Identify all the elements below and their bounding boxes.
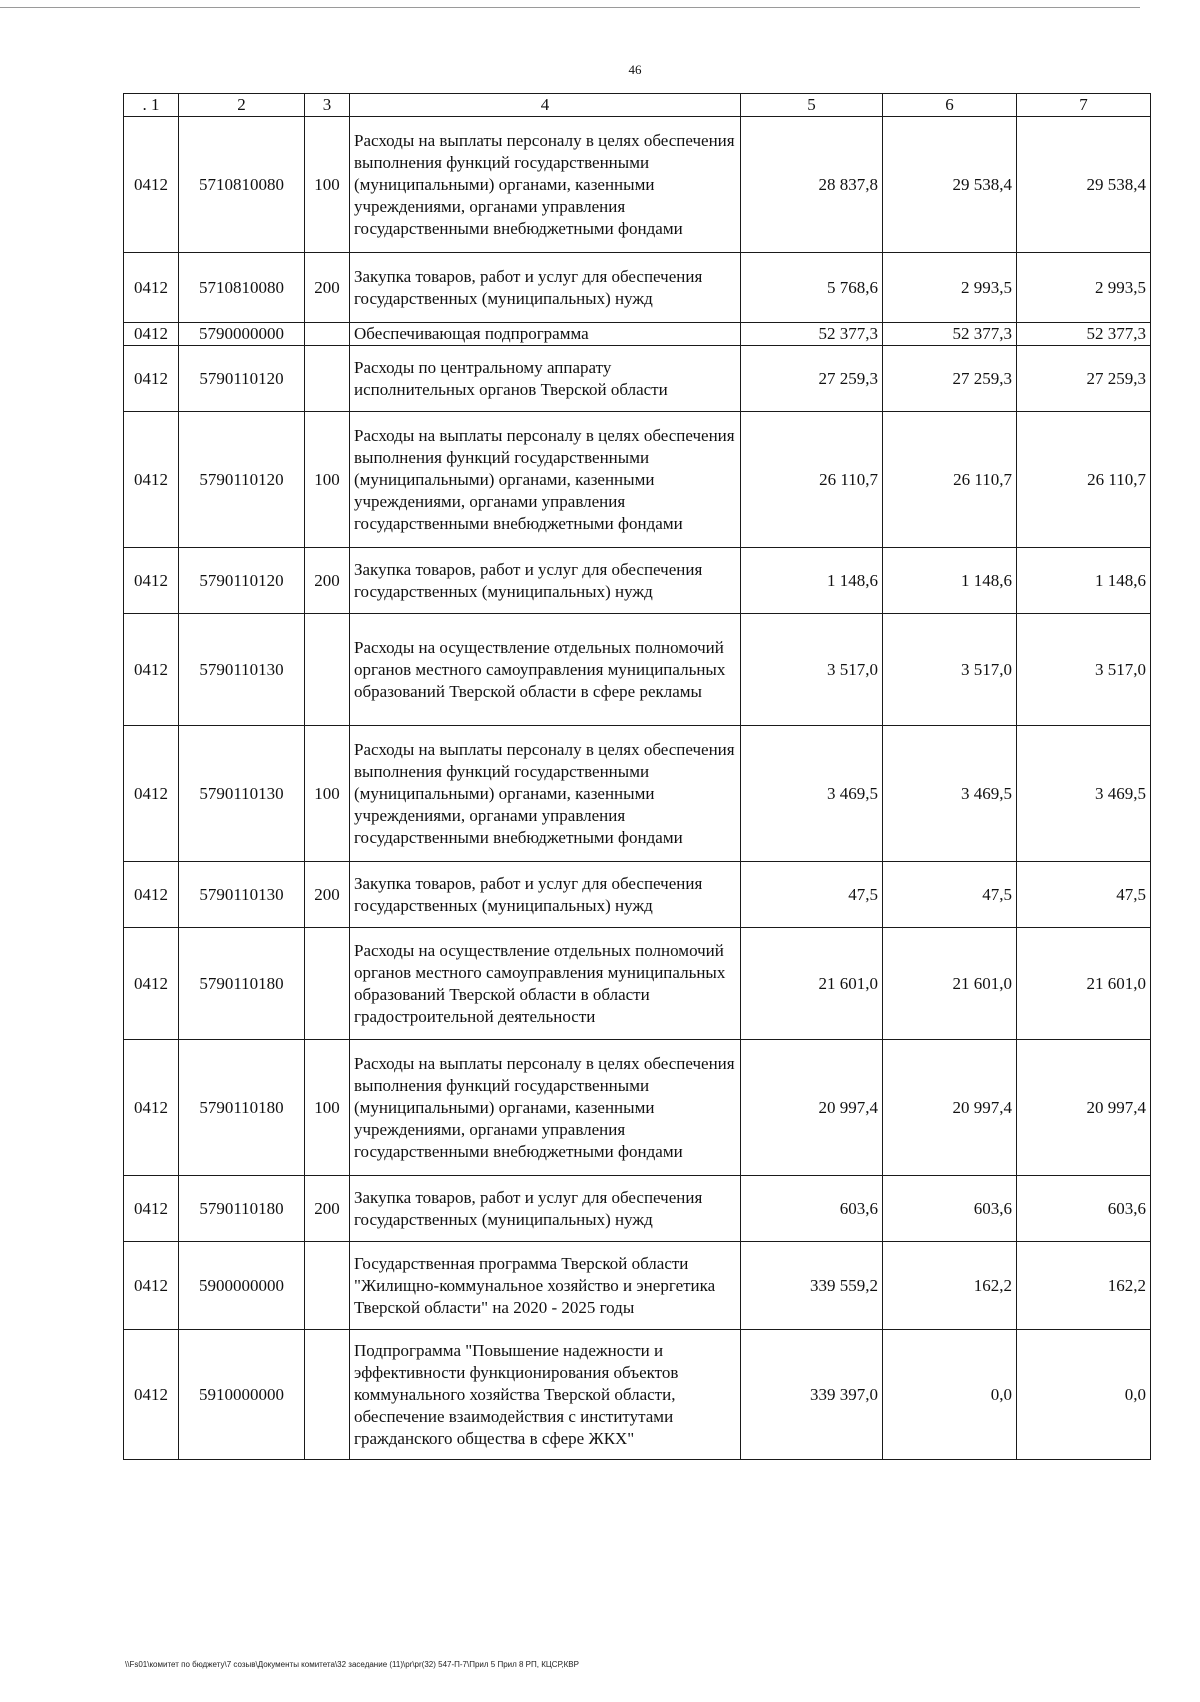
cell-name: Расходы по центральному аппарату исполнительных органов Тверской области [350,346,741,412]
cell-target-article: 5790110120 [179,548,305,614]
cell-target-article: 5790110130 [179,614,305,726]
cell-expense-type: 100 [305,1040,350,1176]
cell-amount-5: 27 259,3 [741,346,883,412]
cell-amount-6: 21 601,0 [883,928,1017,1040]
cell-section: 0412 [124,253,179,323]
header-cell-7: 7 [1017,94,1151,117]
header-cell-5: 5 [741,94,883,117]
cell-target-article: 5790110180 [179,1176,305,1242]
page-number: 46 [628,62,642,77]
cell-name: Закупка товаров, работ и услуг для обеспечения государственных (муниципальных) нужд [350,253,741,323]
cell-section: 0412 [124,726,179,862]
cell-amount-7: 47,5 [1017,862,1151,928]
table-row [124,726,1151,862]
cell-amount-6: 20 997,4 [883,1040,1017,1176]
cell-section: 0412 [124,928,179,1040]
cell-expense-type: 100 [305,412,350,548]
cell-amount-6: 3 469,5 [883,726,1017,862]
cell-expense-type [305,1330,350,1460]
cell-amount-6: 52 377,3 [883,323,1017,346]
cell-amount-5: 5 768,6 [741,253,883,323]
cell-section: 0412 [124,862,179,928]
cell-section: 0412 [124,323,179,346]
cell-amount-6: 26 110,7 [883,412,1017,548]
cell-amount-5: 3 469,5 [741,726,883,862]
cell-section: 0412 [124,1242,179,1330]
cell-amount-7: 603,6 [1017,1176,1151,1242]
cell-amount-5: 26 110,7 [741,412,883,548]
top-rule [0,7,1140,8]
cell-amount-5: 52 377,3 [741,323,883,346]
table-row [124,1330,1151,1460]
cell-name: Закупка товаров, работ и услуг для обеспечения государственных (муниципальных) нужд [350,1176,741,1242]
cell-amount-5: 3 517,0 [741,614,883,726]
header-row [124,94,1151,117]
cell-name: Закупка товаров, работ и услуг для обеспечения государственных (муниципальных) нужд [350,862,741,928]
header-cell-2: 2 [179,94,305,117]
cell-amount-5: 21 601,0 [741,928,883,1040]
header-cell-3: 3 [305,94,350,117]
cell-name: Обеспечивающая подпрограмма [350,323,741,346]
cell-amount-7: 27 259,3 [1017,346,1151,412]
cell-target-article: 5710810080 [179,117,305,253]
cell-amount-7: 0,0 [1017,1330,1151,1460]
cell-name: Расходы на осуществление отдельных полномочий органов местного самоуправления муниципальных образований Тверской области в области градостроительной деятельности [350,928,741,1040]
cell-target-article: 5900000000 [179,1242,305,1330]
table-row [124,412,1151,548]
cell-target-article: 5790000000 [179,323,305,346]
cell-amount-6: 0,0 [883,1330,1017,1460]
cell-target-article: 5790110120 [179,412,305,548]
cell-section: 0412 [124,117,179,253]
cell-expense-type: 200 [305,862,350,928]
cell-name: Расходы на выплаты персоналу в целях обеспечения выполнения функций государственными (муниципальными) органами, казенными учреждениями, органами управления государственными внебюджетными фондами [350,412,741,548]
cell-amount-6: 2 993,5 [883,253,1017,323]
table-row [124,862,1151,928]
cell-amount-6: 3 517,0 [883,614,1017,726]
cell-section: 0412 [124,1040,179,1176]
cell-amount-6: 47,5 [883,862,1017,928]
cell-section: 0412 [124,412,179,548]
cell-amount-7: 26 110,7 [1017,412,1151,548]
cell-name: Подпрограмма "Повышение надежности и эффективности функционирования объектов коммунального хозяйства Тверской области, обеспечение взаимодействия с институтами гражданского общества в сфере ЖКХ" [350,1330,741,1460]
cell-amount-5: 20 997,4 [741,1040,883,1176]
cell-amount-5: 339 397,0 [741,1330,883,1460]
cell-amount-6: 603,6 [883,1176,1017,1242]
cell-expense-type: 200 [305,1176,350,1242]
cell-amount-7: 20 997,4 [1017,1040,1151,1176]
cell-amount-5: 28 837,8 [741,117,883,253]
cell-amount-5: 603,6 [741,1176,883,1242]
table-row [124,346,1151,412]
cell-target-article: 5790110130 [179,726,305,862]
cell-expense-type [305,323,350,346]
table-row [124,548,1151,614]
cell-expense-type: 100 [305,117,350,253]
cell-section: 0412 [124,346,179,412]
cell-expense-type [305,1242,350,1330]
table-row [124,323,1151,346]
table-row [124,928,1151,1040]
footer-file-path: \\Fs01\комитет по бюджету\7 созыв\Документы комитета\32 заседание (11)\pr\pr(32) 547-П-7\Прил 5 Прил 8 РП, КЦСР,КВР [125,1660,579,1669]
cell-target-article: 5790110120 [179,346,305,412]
cell-amount-5: 339 559,2 [741,1242,883,1330]
table-row [124,117,1151,253]
cell-amount-7: 52 377,3 [1017,323,1151,346]
cell-amount-7: 2 993,5 [1017,253,1151,323]
cell-amount-6: 29 538,4 [883,117,1017,253]
cell-target-article: 5790110180 [179,1040,305,1176]
cell-expense-type: 200 [305,253,350,323]
cell-amount-7: 21 601,0 [1017,928,1151,1040]
header-cell-6: 6 [883,94,1017,117]
cell-amount-7: 1 148,6 [1017,548,1151,614]
cell-name: Закупка товаров, работ и услуг для обеспечения государственных (муниципальных) нужд [350,548,741,614]
cell-target-article: 5790110180 [179,928,305,1040]
cell-amount-7: 3 469,5 [1017,726,1151,862]
cell-amount-6: 1 148,6 [883,548,1017,614]
table-row [124,1040,1151,1176]
header-cell-4: 4 [350,94,741,117]
cell-name: Расходы на выплаты персоналу в целях обеспечения выполнения функций государственными (муниципальными) органами, казенными учреждениями, органами управления государственными внебюджетными фондами [350,726,741,862]
cell-name: Государственная программа Тверской области "Жилищно-коммунальное хозяйство и энергетика Тверской области" на 2020 - 2025 годы [350,1242,741,1330]
cell-amount-7: 29 538,4 [1017,117,1151,253]
cell-target-article: 5910000000 [179,1330,305,1460]
cell-section: 0412 [124,1330,179,1460]
cell-target-article: 5710810080 [179,253,305,323]
cell-expense-type [305,614,350,726]
cell-amount-5: 47,5 [741,862,883,928]
cell-target-article: 5790110130 [179,862,305,928]
cell-name: Расходы на выплаты персоналу в целях обеспечения выполнения функций государственными (муниципальными) органами, казенными учреждениями, органами управления государственными внебюджетными фондами [350,117,741,253]
table-row [124,614,1151,726]
cell-amount-7: 162,2 [1017,1242,1151,1330]
table-row [124,253,1151,323]
header-cell-1: . 1 [124,94,179,117]
cell-name: Расходы на осуществление отдельных полномочий органов местного самоуправления муниципальных образований Тверской области в сфере рекламы [350,614,741,726]
table-row [124,1176,1151,1242]
cell-amount-6: 162,2 [883,1242,1017,1330]
cell-expense-type: 200 [305,548,350,614]
cell-amount-5: 1 148,6 [741,548,883,614]
budget-table [123,93,1151,1460]
cell-expense-type [305,928,350,1040]
cell-amount-7: 3 517,0 [1017,614,1151,726]
cell-amount-6: 27 259,3 [883,346,1017,412]
table-body [124,117,1151,1460]
cell-name: Расходы на выплаты персоналу в целях обеспечения выполнения функций государственными (муниципальными) органами, казенными учреждениями, органами управления государственными внебюджетными фондами [350,1040,741,1176]
cell-section: 0412 [124,1176,179,1242]
table-row [124,1242,1151,1330]
cell-expense-type [305,346,350,412]
cell-expense-type: 100 [305,726,350,862]
cell-section: 0412 [124,614,179,726]
cell-section: 0412 [124,548,179,614]
